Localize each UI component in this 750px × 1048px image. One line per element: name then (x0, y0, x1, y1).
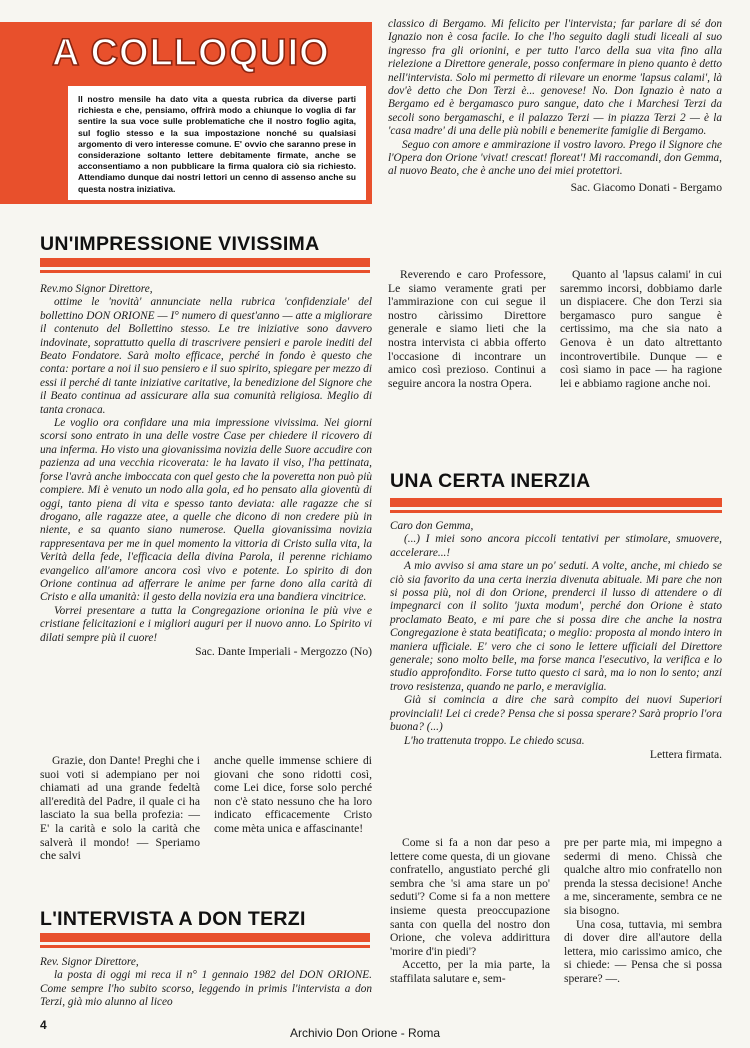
intervista-reply-col2 (560, 268, 722, 390)
page-title: A COLLOQUIO (52, 32, 330, 74)
section-title-intervista: L'INTERVISTA A DON TERZI (40, 908, 306, 930)
impressione-reply-col2 (214, 754, 372, 836)
reply-text: pre per parte mia, mi impegno a sedermi di meno. Chissà che qualche altro mio confratello non prenda la stessa decisione! Anche a me, sinceramente, sembra ce ne sia bisogno. (564, 836, 722, 917)
reply-text: Accetto, per la mia parte, la staffilata salutare e, sem- (390, 958, 550, 985)
section-title-impressione: UN'IMPRESSIONE VIVISSIMA (40, 233, 320, 255)
reply-text: anche quelle immense schiere di giovani che sono ridotti così, come Lei dice, forse solo perché non c'è stato nessuno che ha loro indicato efficacemente Cristo come mèta unica e affascinante! (214, 754, 372, 835)
impressione-signature: Sac. Dante Imperiali - Mergozzo (No) (195, 644, 372, 658)
intervista-p2: Seguo con amore e ammirazione il vostro lavoro. Prego il Signore che l'Opera don Orione 'vivat! crescat! floreat'! Mi raccomandi, don Gemma, al nuovo Beato, che è anche uno dei miei protettori. (388, 138, 722, 178)
letter-paragraph: Le voglio ora confidare una mia impressione vivissima. Nei giorni scorsi sono entrato in una delle vostre Case per chiedere il ricovero di una inferma. Ho visto una giovanissima novizia delle Suore accudire con pazienza ad una vecchia ricoverata: le ha lavato il viso, l'ha pettinata, forse l'avrà anche imboccata con quel gesto che la poveretta non può più compiere. Mi è venuto un nodo alla gola, ed ho pensato alla gioventù di oggi, tanto piena di vita e spesso tanto deviata: alle ragazze che si drogano, alle ragazze atee, a quelle che dicono di non credere più in niente, e sa quanto siano numerose. Quella giovanissima novizia rappresentava per me in quel momento la vittoria di Cristo sulla vita, la Verità della fede, l'efficacia della divina Parola, il perenne richiamo evangelico all'amore ancora così vivo e potente. Lo spirito di don Orione continua ad afferrare le anime per farne dono alla carità di Cristo e alla umanità: il gesto della novizia era una bandiera vincitrice. (40, 417, 372, 604)
section-rule-thin (40, 270, 370, 273)
section-title-inerzia: UNA CERTA INERZIA (390, 470, 591, 492)
inerzia-reply-col2 (564, 836, 722, 986)
reply-text: Quanto al 'lapsus calami' in cui saremmo incorsi, dobbiamo darle un dispiacere. Che don Terzi sia bergamasco puro sangue è certissimo, ma che sia nato a Genova è un dato altrettanto incontrovertibile. Dunque — e così siamo in pace — ha ragione lei e abbiamo ragione anche noi. (560, 268, 722, 390)
inerzia-signature: Lettera firmata. (649, 747, 722, 761)
intro-box: Il nostro mensile ha dato vita a questa rubrica da diverse parti richiesta e che, pensiamo, offrirà modo a chiunque lo voglia di far sentire la sua voce sulle problematiche che il nostro foglio agita, sul foglio stesso e la sua impostazione nonché su qualsiasi argomento di vero interesse comune. E' ovvio che saranno prese in considerazione soltanto lettere debitamente firmate, anche se acconsentiamo a non pubblicare la firma qualora ciò sia richiesto. Attendiamo dunque dai nostri lettori un cenno di assenso anche su questa nostra iniziativa. (68, 86, 366, 200)
impressione-reply-col1 (40, 754, 200, 863)
section-rule (390, 498, 722, 507)
letter-paragraph: ottime le 'novità' annunciate nella rubrica 'confidenziale' del bollettino DON ORIONE — I° numero di quest'anno — atte a migliorare il contenuto del Bollettino stesso. Le tre iniziative sono davvero indovinate, soprattutto quella di trascrivere pensieri e parole inediti del Beato Fondatore. Sarà molto efficace, perché in fondo è questo che conta: portare a noi il suo pensiero e il suo spirito, spiegare per mezzo di essi il perché di tante iniziative caritative, la benedizione del Signore che il Beato continua ad assicurare alla sua comunità religiosa. Meglio di tanta cronaca. (40, 296, 372, 416)
letter-salutation: Caro don Gemma, (390, 520, 474, 532)
letter-salutation: Rev. Signor Direttore, (40, 956, 139, 968)
reply-text: Grazie, don Dante! Preghi che i suoi voti si adempiano per noi chiamati ad una grande fedeltà all'eredità del Padre, il quale ci ha lasciato la sua bella profezia: — E' la carità e solo la carità che salverà il mondo! — Speriamo che salvi (40, 754, 200, 863)
section-rule-thin (40, 945, 370, 948)
letter-salutation: Rev.mo Signor Direttore, (40, 283, 153, 295)
reply-text: Reverendo e caro Professore, Le siamo veramente grati per l'ammirazione con cui segue il nostro càrissimo Direttore generale e siamo lieti che la nostra intervista ci abbia offerto l'occasione di incontrare un amico così prezioso. Continui a seguire ancora la nostra Opera. (388, 268, 546, 390)
reply-text: Come si fa a non dar peso a lettere come questa, di un giovane confratello, angustiato perché gli sembra che 'si ama stare un po' seduti'? Come si fa a non mettere insieme questa preoccupazione santa con quella del nostro don Orione, che voleva addirittura 'morire d'in piedi'? (390, 836, 550, 958)
section-rule (40, 933, 370, 942)
section-rule-thin (390, 510, 722, 513)
reply-text: Una cosa, tuttavia, mi sembra di dover dire all'autore della lettera, mio carissimo amico, che si chiede: — Pensa che si possa sperare? —. (564, 917, 722, 985)
inerzia-letter (390, 520, 722, 761)
intervista-letter (40, 956, 372, 1010)
letter-paragraph: Già si comincia a dire che sarà compito dei nuovi Superiori provinciali! Lei ci crede? Pensa che si possa sperare? Sarà proprio l'ora buona? (...) (390, 694, 722, 734)
intervista-reply-col1 (388, 268, 546, 390)
impressione-letter (40, 283, 372, 658)
letter-paragraph: la posta di oggi mi reca il n° 1 gennaio 1982 del DON ORIONE. Come sempre l'ho subito scorso, leggendo in primis l'intervista a don Terzi, già mio alunno al liceo (40, 969, 372, 1009)
section-rule (40, 258, 370, 267)
inerzia-reply-col1 (390, 836, 550, 986)
archive-credit: Archivio Don Orione - Roma (290, 1026, 441, 1040)
letter-paragraph: L'ho trattenuta troppo. Le chiedo scusa. (404, 734, 585, 747)
intervista-continuation (388, 18, 722, 194)
intervista-signature: Sac. Giacomo Donati - Bergamo (570, 180, 722, 194)
intervista-cont-text: classico di Bergamo. Mi felicito per l'intervista; far parlare di sé don Ignazio non è cosa facile. Io che l'ho seguito dagli studi liceali al suo ingresso fra gli orionini, e per tutto l'arco della sua vita fino alla rielezione a Direttore generale, posso confermare in pieno quanto è detto nell'intervista. Solo mi permetto di rilevare un enorme 'lapsus calami', là dov'è detto che Don Terzi è... genovese! No. Don Ignazio è nato a Bergamo ed è bergamasco puro sangue, dato che i Marchesi Terzi da secoli sono bergamaschi, e il palazzo Terzi — in piazza Terzi 2 — è la 'casa madre' di una delle più nobili e benemerite famiglie di Bergamo. (388, 18, 722, 138)
page-number: 4 (40, 1018, 47, 1032)
letter-paragraph: A mio avviso si ama stare un po' seduti. A volte, anche, mi chiedo se ciò sia favorito da una certa inerzia divenuta abituale. Mi pare che non si possa più, noi di don Orione, prenderci il lusso di attendere o di impegnarci con il solito 'juxta modum', perché don Orione è stato proclamato Beato, e mi pare che si possa dire che anche la nostra Congregazione è stata beatificata; o meglio: proposta al mondo intero in maniera ufficiale. E' vero che ci sono le lettere ufficiali del Direttore generale; sono molto belle, ma forse manca l'esecutivo, la verifica e lo studio approfondito. Forse tutto questo ci sarà, ma io non lo sento; anzi trovo resistenza, quando ne parlo, e meraviglia. (390, 560, 722, 693)
letter-paragraph: Vorrei presentare a tutta la Congregazione orionina le più vive e cristiane felicitazioni e i migliori auguri per il nuovo anno. Lo Spirito vi dilati sempre più il cuore! (40, 604, 372, 644)
header-banner (0, 22, 372, 204)
letter-paragraph: (...) I miei sono ancora piccoli tentativi per stimolare, smuovere, accelerare...! (390, 533, 722, 559)
